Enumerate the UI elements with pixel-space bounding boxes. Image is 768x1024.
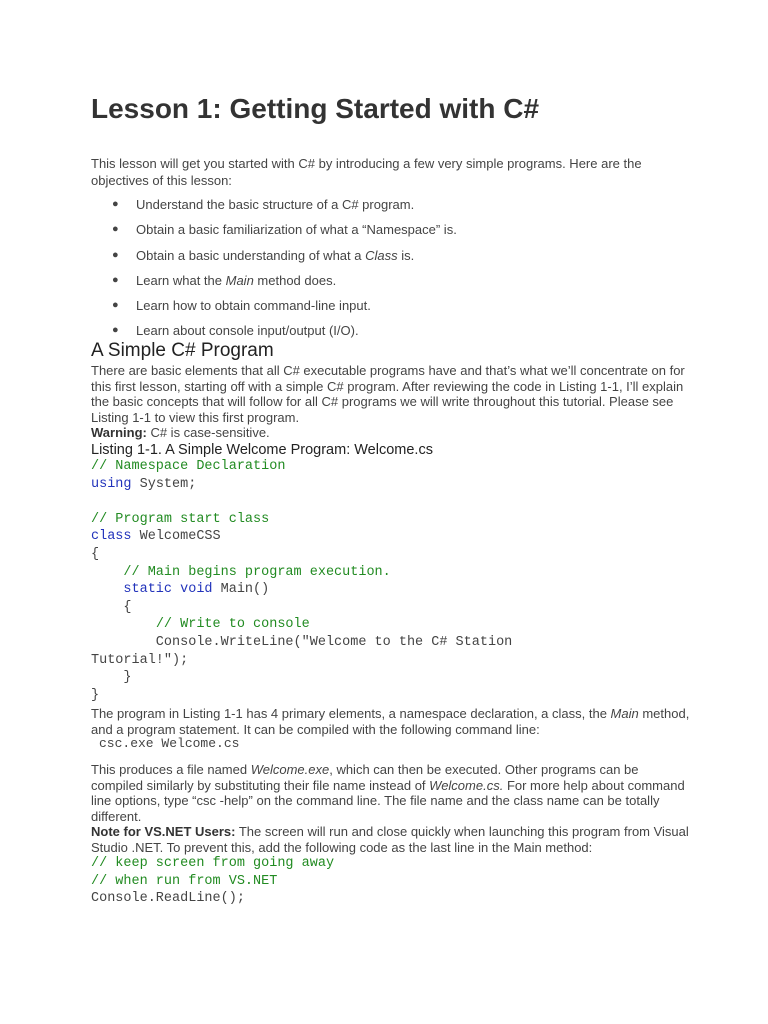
- command-line: csc.exe Welcome.cs: [99, 736, 240, 751]
- bullet-icon: ●: [112, 324, 119, 337]
- code-comment: // Write to console: [155, 617, 310, 633]
- list-item: ● Understand the basic structure of a C# program.: [112, 197, 415, 212]
- list-item: ● Obtain a basic understanding of what a Class is.: [112, 247, 415, 263]
- bullet-icon: ●: [112, 198, 119, 210]
- body-paragraph: The program in Listing 1-1 has 4 primary elements, a namespace declaration, a class, the Main method, and a program statement. It can be compiled with the following command line:: [91, 706, 690, 737]
- code-keyword: using: [91, 476, 132, 492]
- warning-label: Warning:: [91, 425, 147, 440]
- note-label: Note for VS.NET Users:: [91, 824, 236, 839]
- warning-note: Warning: C# is case-sensitive.: [91, 425, 270, 440]
- list-item: ● Learn what the Main method does.: [112, 272, 337, 288]
- objectives-list: [91, 196, 457, 348]
- code-comment: // when run from VS.NET: [91, 873, 278, 889]
- body-paragraph: There are basic elements that all C# executable programs have and that’s what we’ll concentrate on for this first lesson, starting off with a simple C# program. After reviewing the code in Listing 1-1, I’ll explain the basic concepts that will follow for all C# programs we will write throughout this tutorial. Please see Listing 1-1 to view this first program.: [91, 363, 685, 425]
- code-keyword: class: [91, 529, 132, 545]
- bullet-icon: ●: [112, 248, 119, 261]
- code-comment: // Program start class: [91, 511, 270, 527]
- list-item: ● Learn about console input/output (I/O).: [112, 323, 359, 339]
- list-item: ● Learn how to obtain command-line input.: [112, 298, 371, 314]
- list-item: ● Obtain a basic familiarization of what a “Namespace” is.: [112, 222, 457, 238]
- code-keyword: static: [123, 582, 173, 598]
- vsnet-note: Note for VS.NET Users: The screen will run and close quickly when launching this program from Visual Studio .NET. To prevent this, add the following code as the last line in the Main method:: [91, 824, 689, 855]
- bullet-icon: ●: [112, 273, 119, 286]
- bullet-icon: ●: [112, 299, 119, 312]
- body-paragraph: This produces a file named Welcome.exe, which can then be executed. Other programs can be compiled similarly by substituting their file name instead of Welcome.cs. For more help about command line options, type “csc -help” on the command line. The file name and the class name can be totally different.: [91, 762, 685, 824]
- code-comment: // Namespace Declaration: [91, 459, 286, 474]
- code-listing: // Namespace Declaration using System; // Program start class class WelcomeCSS { // Main begins program execution. static void Main() { // Write to console Console.WriteLine("Welcome to the C# Station Tutorial!"); } }: [91, 459, 513, 703]
- code-comment: // Main begins program execution.: [123, 564, 391, 580]
- code-comment: // keep screen from going away: [91, 856, 335, 871]
- page-title: Lesson 1: Getting Started with C#: [91, 93, 540, 124]
- section-heading: A Simple C# Program: [91, 340, 274, 361]
- listing-caption: Listing 1-1. A Simple Welcome Program: Welcome.cs: [91, 442, 433, 458]
- code-snippet: // keep screen from going away // when run from VS.NET Console.ReadLine();: [91, 856, 335, 907]
- bullet-icon: ●: [112, 223, 119, 236]
- intro-paragraph: This lesson will get you started with C# by introducing a few very simple programs. Here are the objectives of this lesson:: [91, 156, 642, 188]
- code-keyword: void: [180, 582, 213, 598]
